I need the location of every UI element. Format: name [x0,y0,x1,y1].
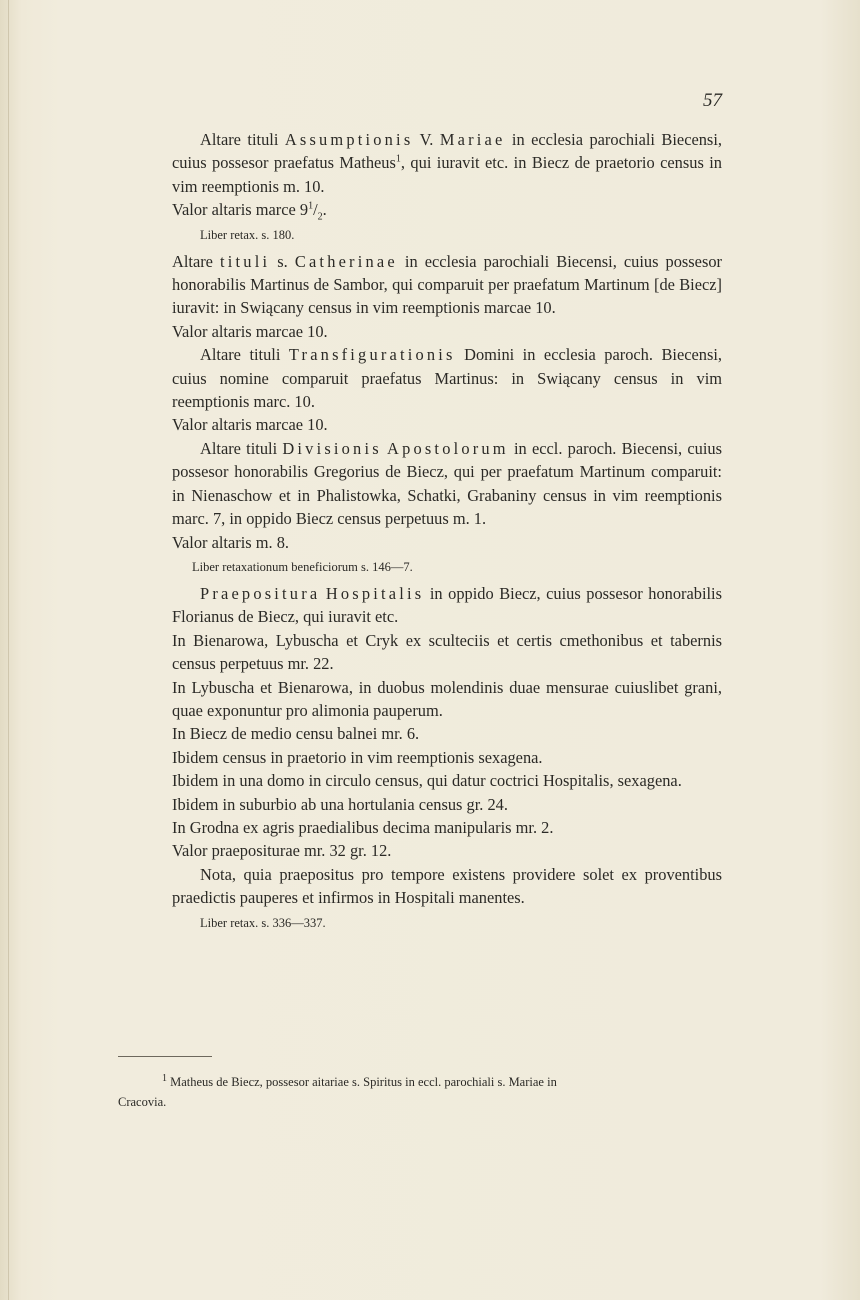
line-suburbio: Ibidem in suburbio ab una hortulania census gr. 24. [172,794,508,814]
line-domo: Ibidem in una domo in circulo census, qui datur coctrici Hospitalis, sexagena. [172,771,682,791]
footnote-line: $^1$ Matheus de Biecz, possesor aitariae s. Spiritus in eccl. parochiali s. Mariae in [162,1072,557,1089]
source-note: Liber retaxationum beneficiorum s. 146—7. [192,559,413,574]
footnote-rule [118,1056,212,1057]
line-bienarowa: In Bienarowa, Lybuscha et Cryk ex sculteciis et certis cmethonibus et tabernis census perpetuus mr. 22. [172,630,722,674]
entry-transfigurationis: Altare tituli Transfigurationis Domini in ecclesia paroch. Biecensi, cuius nomine comparuit praefatus Martinus: in Swiącany census in vim reemptionis marc. 10. [172,345,722,412]
page-edge [8,0,9,1300]
valor-assumptionis: Valor altaris marce $9^1/_2$. [172,200,327,223]
entry-divisionis: Altare tituli Divisionis Apostolorum in eccl. paroch. Biecensi, cuius possesor honorabilis Gregorius de Biecz, qui per praefatum Martinum comparuit: in Nienaschow et in Phalistowka, Schatki, Grabaniny census in vim reemptionis marc. 7, in oppido Biecz census perpetuus m. 1. [172,438,722,529]
entry-assumptionis: Altare tituli Assumptionis V. Mariae in ecclesia parochiali Biecensi, cuius possesor praefatus Matheus$^1$, qui iuravit etc. in Biecz de praetorio census in vim reemptionis m. 10. [172,130,723,196]
valor-praepositurae: Valor praeposituraе mr. 32 gr. 12. [172,841,392,861]
valor-transfigurationis: Valor altaris marcae 10. [172,415,328,435]
page-number: 57 [703,90,722,111]
entry-catherinae: Altare tituli s. Catherinae in ecclesia parochiali Biecensi, cuius possesor honorabilis Martinus de Sambor, qui comparuit per praefatum Martinum [de Biecz] iuravit: in Swiącany census in vim reemptionis marcae 10. [172,251,722,318]
valor-catherinae: Valor altaris marcae 10. [172,321,328,341]
valor-divisionis: Valor altaris m. 8. [172,532,289,552]
entry-praepositura: Praepositura Hospitalis in oppido Biecz, cuius possesor honorabilis Florianus de Biecz, qui iuravit etc. [172,583,722,627]
line-praetorio: Ibidem census in praetorio in vim reemptionis sexagena. [172,747,543,767]
source-note: Liber retax. s. 336—337. [200,915,326,930]
source-note: Liber retax. s. 180. [200,227,295,242]
nota-paragraph: Nota, quia praepositus pro tempore existens providere solet ex proventibus praedictis pauperes et infirmos in Hospitali manentes. [172,864,722,908]
line-grodna: In Grodna ex agris praedialibus decima manipularis mr. 2. [172,817,554,837]
line-lybuscha: In Lybuscha et Bienarowa, in duobus molendinis duae mensurae cuiuslibet grani, quae exponuntur pro alimonia pauperum. [172,677,722,720]
footnote-line: Cracovia. [118,1095,167,1109]
footnote [118,1072,718,1112]
line-biecz-balnei: In Biecz de medio censu balnei mr. 6. [172,724,420,744]
main-text [172,128,722,938]
